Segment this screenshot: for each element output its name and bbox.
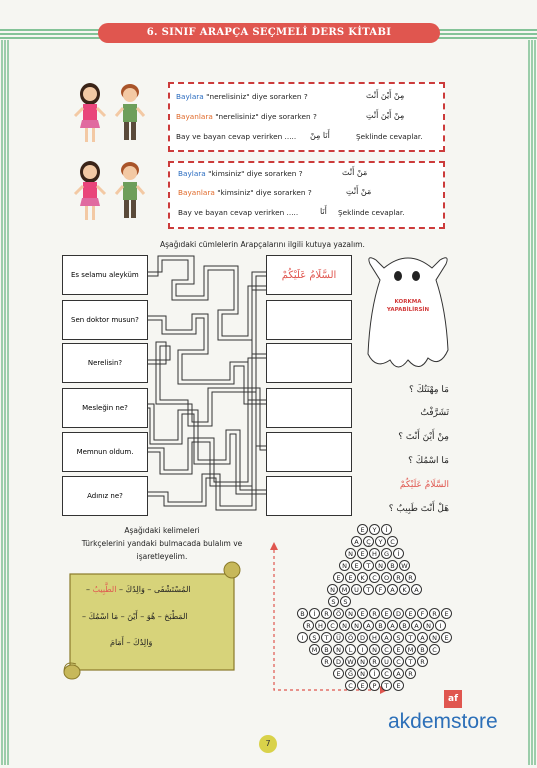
puzzle-letter-cell[interactable]: U — [381, 656, 392, 667]
puzzle-letter-cell[interactable]: W — [345, 656, 356, 667]
puzzle-letter-cell[interactable]: N — [345, 608, 356, 619]
puzzle-letter-cell[interactable]: B — [417, 644, 428, 655]
puzzle-letter-cell[interactable]: R — [417, 656, 428, 667]
puzzle-letter-cell[interactable]: E — [333, 668, 344, 679]
puzzle-letter-cell[interactable]: S — [340, 596, 351, 607]
puzzle-letter-cell[interactable]: E — [333, 572, 344, 583]
label-text: "nerelisiniz" diye sorarken ? — [212, 112, 317, 121]
scroll-line-1 — [86, 585, 191, 594]
ghost-label: KORKMA YAPABİLİRSİN — [386, 299, 430, 313]
puzzle-letter-cell[interactable]: G — [381, 548, 392, 559]
puzzle-instruction-line: işaretleyelim. — [136, 552, 188, 561]
puzzle-letter-cell[interactable]: W — [399, 560, 410, 571]
puzzle-letter-cell[interactable]: O — [381, 572, 392, 583]
page-number: 7 — [259, 735, 277, 753]
puzzle-letter-cell[interactable]: M — [309, 644, 320, 655]
puzzle-letter-cell[interactable]: Ğ — [345, 668, 356, 679]
puzzle-letter-cell[interactable]: C — [327, 620, 338, 631]
right-border-stripes — [527, 40, 537, 765]
puzzle-letter-cell[interactable]: K — [357, 572, 368, 583]
akdemstore-logo — [388, 690, 528, 740]
puzzle-letter-cell[interactable]: P — [369, 680, 380, 691]
puzzle-letter-cell[interactable]: N — [333, 644, 344, 655]
scroll-words: المُسْتَشْفَى – وَالِدُكَ – — [116, 585, 191, 594]
exercise-instruction: Aşağıdaki cümlelerin Arapçalarını ilgili kutuya yazalım. — [160, 240, 365, 249]
puzzle-letter-cell[interactable]: A — [393, 668, 404, 679]
puzzle-letter-cell[interactable]: A — [351, 536, 362, 547]
puzzle-letter-cell[interactable]: N — [327, 584, 338, 595]
label-baylara: Baylara — [178, 169, 206, 178]
puzzle-letter-cell[interactable]: S — [328, 596, 339, 607]
puzzle-letter-cell[interactable]: E — [441, 608, 452, 619]
puzzle-letter-cell[interactable]: A — [387, 584, 398, 595]
arabic-answer-5: السَّلَامُ عَلَيْكُمْ — [399, 480, 449, 490]
phrase-text: Mesleğin ne? — [82, 404, 128, 412]
answer-box-6[interactable] — [266, 476, 352, 516]
puzzle-letter-cell[interactable]: E — [393, 644, 404, 655]
puzzle-letter-cell[interactable]: T — [381, 680, 392, 691]
puzzle-letter-cell[interactable]: D — [357, 632, 368, 643]
puzzle-letter-cell[interactable]: R — [369, 656, 380, 667]
puzzle-letter-cell[interactable]: İ — [381, 524, 392, 535]
word-search-puzzle — [280, 524, 470, 696]
puzzle-letter-cell[interactable]: E — [381, 608, 392, 619]
puzzle-letter-cell[interactable]: B — [387, 560, 398, 571]
puzzle-letter-cell[interactable]: R — [429, 608, 440, 619]
phrase-box-5 — [62, 432, 148, 472]
girl-figure — [75, 83, 105, 142]
puzzle-letter-cell[interactable]: T — [363, 560, 374, 571]
puzzle-letter-cell[interactable]: R — [321, 608, 332, 619]
puzzle-letter-cell[interactable]: Ö — [345, 632, 356, 643]
puzzle-letter-cell[interactable]: R — [369, 608, 380, 619]
phrase-text: Sen doktor musun? — [71, 316, 139, 324]
scroll-highlight-word: الطَّبِيبُ — [92, 585, 117, 594]
puzzle-letter-cell[interactable]: F — [417, 608, 428, 619]
puzzle-letter-cell[interactable]: N — [357, 656, 368, 667]
puzzle-letter-cell[interactable]: I — [297, 632, 308, 643]
arabic-answer-6: هَلْ أَنْتَ طَبِيبٌ ؟ — [388, 504, 449, 514]
puzzle-letter-cell[interactable]: L — [345, 644, 356, 655]
puzzle-letter-cell[interactable]: Ü — [333, 632, 344, 643]
puzzle-letter-cell[interactable]: U — [351, 584, 362, 595]
book-title: 6. SINIF ARAPÇA SEÇMELİ DERS KİTABI — [98, 23, 440, 43]
answer-box-3[interactable] — [266, 343, 352, 383]
puzzle-instruction-line: Aşağıdaki kelimeleri — [124, 526, 200, 535]
puzzle-letter-cell[interactable]: I — [435, 620, 446, 631]
arabic-phrase: مَنْ أَنْتِ — [346, 187, 372, 196]
label-bayanlara: Bayanlara — [176, 112, 213, 121]
puzzle-letter-cell[interactable]: D — [393, 608, 404, 619]
phrase-text: Es selamu aleyküm — [71, 271, 139, 279]
puzzle-letter-cell[interactable]: C — [429, 644, 440, 655]
puzzle-letter-cell[interactable]: Y — [369, 524, 380, 535]
arabic-answer-3: مِنْ أَيْنَ أَنْتَ ؟ — [398, 432, 449, 442]
label-text: "kimsiniz" diye sorarken ? — [214, 188, 312, 197]
girl-figure — [75, 161, 105, 220]
answer-line: Bay ve bayan cevap verirken ..... — [176, 132, 297, 141]
puzzle-letter-cell[interactable]: C — [381, 644, 392, 655]
logo-icon: af — [444, 690, 462, 708]
puzzle-letter-cell[interactable]: C — [387, 536, 398, 547]
answer-suffix: Şeklinde cevaplar. — [356, 132, 423, 141]
puzzle-letter-cell[interactable]: E — [441, 632, 452, 643]
boy-figure — [116, 84, 144, 140]
puzzle-letter-cell[interactable]: N — [351, 620, 362, 631]
kimsiniz-info-box — [168, 161, 445, 229]
puzzle-letter-cell[interactable]: D — [333, 656, 344, 667]
puzzle-letter-cell[interactable]: H — [315, 620, 326, 631]
arabic-phrase: مِنْ أَيْنَ أَنْتِ — [366, 111, 405, 120]
puzzle-letter-cell[interactable]: E — [357, 680, 368, 691]
puzzle-instruction — [62, 524, 262, 563]
puzzle-letter-cell[interactable]: İ — [369, 668, 380, 679]
puzzle-letter-cell[interactable]: N — [339, 560, 350, 571]
arabic-phrase: أَنَا — [320, 207, 327, 216]
puzzle-letter-cell[interactable]: T — [363, 584, 374, 595]
puzzle-letter-cell[interactable]: E — [357, 548, 368, 559]
puzzle-letter-cell[interactable]: N — [423, 620, 434, 631]
puzzle-letter-cell[interactable]: A — [363, 620, 374, 631]
phrase-box-6 — [62, 476, 148, 516]
label-baylara: Baylara — [176, 92, 204, 101]
puzzle-letter-cell[interactable]: N — [429, 632, 440, 643]
puzzle-letter-cell[interactable]: A — [381, 632, 392, 643]
label-text: "kimsiniz" diye sorarken ? — [205, 169, 303, 178]
puzzle-letter-cell[interactable]: S — [309, 632, 320, 643]
scroll-line-3: وَالِدُكَ – أَمَامَ — [110, 638, 153, 647]
answer-box-4[interactable] — [266, 388, 352, 428]
puzzle-letter-cell[interactable]: Ç — [363, 536, 374, 547]
answer-box-1[interactable] — [266, 255, 352, 295]
puzzle-letter-cell[interactable]: H — [369, 632, 380, 643]
phrase-text: Nerelisin? — [87, 359, 123, 367]
puzzle-letter-cell[interactable]: R — [303, 620, 314, 631]
puzzle-letter-cell[interactable]: M — [405, 644, 416, 655]
logo-brand: akdemstore — [388, 710, 498, 733]
puzzle-letter-cell[interactable]: E — [345, 572, 356, 583]
phrase-box-1 — [62, 255, 148, 295]
puzzle-letter-cell[interactable]: N — [345, 548, 356, 559]
puzzle-letter-cell[interactable]: E — [357, 524, 368, 535]
scroll-words: – — [86, 585, 93, 594]
puzzle-letter-cell[interactable]: N — [369, 644, 380, 655]
puzzle-letter-cell[interactable]: E — [357, 608, 368, 619]
puzzle-letter-cell[interactable]: R — [321, 656, 332, 667]
phrase-box-2 — [62, 300, 148, 340]
puzzle-letter-cell[interactable]: C — [393, 656, 404, 667]
puzzle-letter-cell[interactable]: M — [339, 584, 350, 595]
puzzle-letter-cell[interactable]: B — [399, 620, 410, 631]
answer-line: Bay ve bayan cevap verirken ..... — [178, 208, 299, 217]
scroll-line-2: المَطْبَخ – هُوَ – أَيْنَ – مَا اسْمُكَ – — [82, 612, 188, 621]
label-text: "nerelisiniz" diye sorarken ? — [203, 92, 308, 101]
arabic-answer-4: مَا اسْمُكَ ؟ — [408, 456, 449, 466]
nerelisiniz-info-box — [168, 82, 445, 152]
puzzle-letter-cell[interactable]: N — [375, 560, 386, 571]
puzzle-letter-cell[interactable]: A — [411, 620, 422, 631]
maze-lines — [148, 250, 266, 512]
puzzle-letter-cell[interactable]: T — [405, 656, 416, 667]
puzzle-letter-cell[interactable]: R — [393, 572, 404, 583]
puzzle-letter-cell[interactable]: E — [393, 680, 404, 691]
puzzle-letter-cell[interactable]: E — [351, 560, 362, 571]
puzzle-letter-cell[interactable]: N — [339, 620, 350, 631]
girl-boy-illustration-1 — [72, 80, 152, 150]
answer-box-2[interactable] — [266, 300, 352, 340]
answer-text: السَّلَامُ عَلَيْكُمْ — [281, 269, 337, 281]
puzzle-letter-cell[interactable]: C — [345, 680, 356, 691]
puzzle-letter-cell[interactable]: İ — [393, 548, 404, 559]
arabic-answer-2: تَشَرَّفْتُ — [420, 408, 449, 418]
arabic-phrase: أَنَا مِنْ — [310, 131, 330, 140]
left-border-stripes — [0, 40, 10, 765]
boy-figure — [116, 162, 144, 218]
puzzle-letter-cell[interactable]: B — [375, 620, 386, 631]
puzzle-letter-cell[interactable]: A — [417, 632, 428, 643]
puzzle-letter-cell[interactable]: A — [387, 620, 398, 631]
puzzle-letter-cell[interactable]: I — [357, 644, 368, 655]
puzzle-letter-cell[interactable]: R — [405, 668, 416, 679]
arabic-answer-1: مَا مِهْنَتُكَ ؟ — [408, 385, 449, 395]
puzzle-letter-cell[interactable]: T — [321, 632, 332, 643]
puzzle-letter-cell[interactable]: B — [321, 644, 332, 655]
puzzle-letter-cell[interactable]: S — [393, 632, 404, 643]
puzzle-letter-cell[interactable]: A — [411, 584, 422, 595]
girl-boy-illustration-2 — [72, 158, 152, 228]
arabic-phrase: مَنْ أَنْتَ — [342, 168, 368, 177]
puzzle-letter-cell[interactable]: Ö — [333, 608, 344, 619]
puzzle-letter-cell[interactable]: E — [405, 608, 416, 619]
answer-suffix: Şeklinde cevaplar. — [338, 208, 405, 217]
puzzle-letter-cell[interactable]: İ — [309, 608, 320, 619]
puzzle-letter-cell[interactable]: T — [405, 632, 416, 643]
puzzle-letter-cell[interactable]: K — [399, 584, 410, 595]
phrase-box-3 — [62, 343, 148, 383]
label-bayanlara: Bayanlara — [178, 188, 215, 197]
phrase-box-4 — [62, 388, 148, 428]
puzzle-letter-cell[interactable]: F — [375, 584, 386, 595]
answer-box-5[interactable] — [266, 432, 352, 472]
puzzle-letter-cell[interactable]: N — [357, 668, 368, 679]
arabic-phrase: مِنْ أَيْنَ أَنْتَ — [366, 91, 405, 100]
puzzle-letter-cell[interactable]: B — [297, 608, 308, 619]
puzzle-letter-cell[interactable]: R — [405, 572, 416, 583]
puzzle-instruction-line: Türkçelerini yandaki bulmacada bulalım ve — [81, 539, 243, 548]
phrase-text: Adınız ne? — [87, 492, 123, 500]
puzzle-letter-cell[interactable]: C — [369, 572, 380, 583]
phrase-text: Memnun oldum. — [76, 448, 134, 456]
puzzle-letter-cell[interactable]: C — [381, 668, 392, 679]
puzzle-letter-cell[interactable]: H — [369, 548, 380, 559]
puzzle-letter-cell[interactable]: Y — [375, 536, 386, 547]
